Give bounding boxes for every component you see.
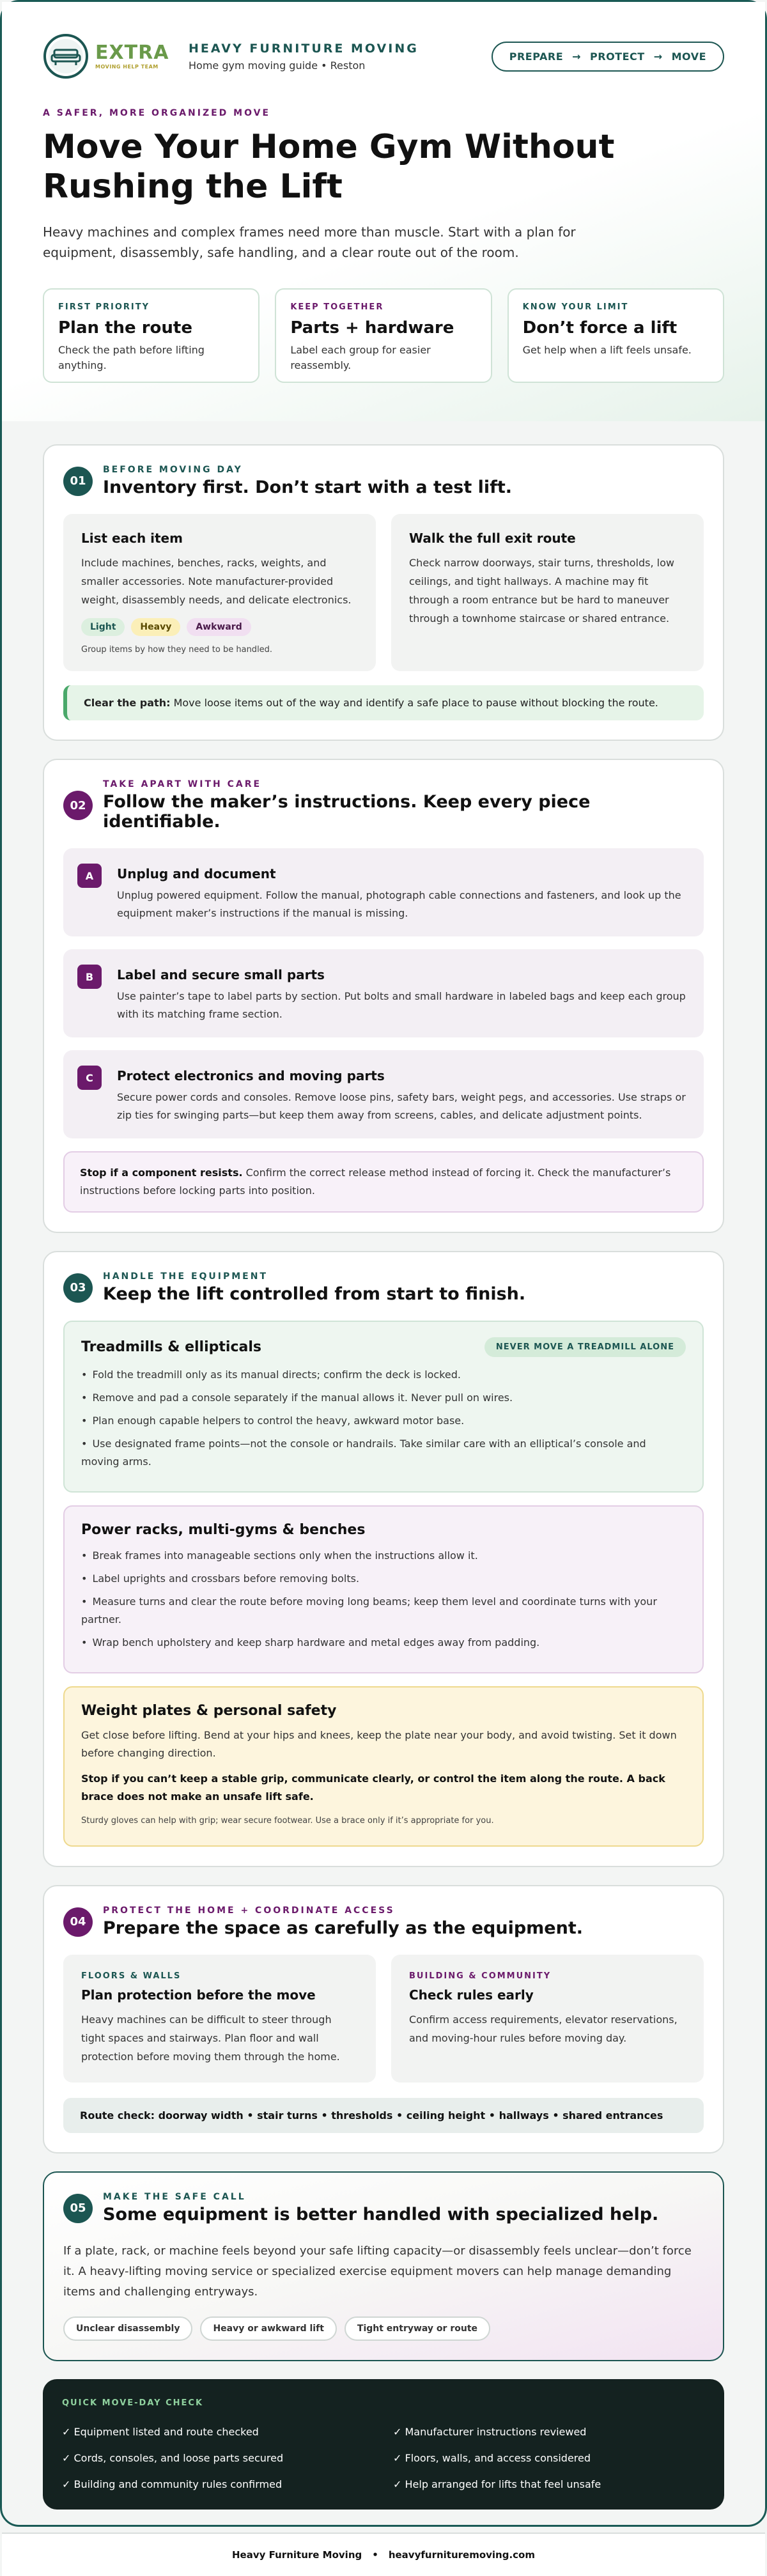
step-number-badge: 04 (63, 1907, 93, 1937)
panel-body: Heavy machines can be difficult to steer through tight spaces and stairways. Plan floor and wall protection before moving them through the home. (81, 2013, 340, 2063)
section-title: Inventory first. Don’t start with a test lift. (103, 477, 513, 497)
section-inventory (43, 444, 724, 741)
racks-list (81, 1547, 686, 1652)
steps-pill (492, 42, 724, 72)
section-handling (43, 1251, 724, 1867)
step-protect: PROTECT (590, 50, 645, 63)
chip-heavy-lift: Heavy or awkward lift (200, 2316, 336, 2341)
floors-walls-panel (63, 1955, 376, 2083)
hero-card-parts (275, 288, 492, 383)
quick-check-eyebrow: QUICK MOVE-DAY CHECK (62, 2398, 204, 2408)
card-desc: Check the path before lifting anything. (58, 344, 205, 371)
step-card-label (63, 949, 704, 1037)
list-item: • Measure turns and clear the route before moving long beams; keep them level and coordinate turns with your partner. (81, 1593, 686, 1629)
card-desc: Get help when a lift feels unsafe. (522, 344, 692, 356)
callout-label: Stop if a component resists. (80, 1167, 243, 1179)
inventory-columns (63, 514, 704, 671)
section-title: Prepare the space as carefully as the equipment. (103, 1918, 583, 1938)
step-body: Use painter’s tape to label parts by section. Put bolts and small hardware in labeled bags and keep each group with its matching frame section. (117, 990, 686, 1020)
card-desc: Label each group for easier reassembly. (290, 344, 431, 371)
building-rules-panel (391, 1955, 704, 2083)
list-item: • Label uprights and crossbars before removing bolts. (81, 1570, 686, 1588)
step-title: Unplug and document (117, 866, 276, 881)
weight-tags (81, 618, 358, 636)
footer-brand: Heavy Furniture Moving (232, 2549, 362, 2561)
checklist-item: ✓ Cords, consoles, and loose parts secured (62, 2452, 284, 2464)
step-prepare: PREPARE (509, 50, 564, 63)
panel-note: Group items by how they need to be handled. (81, 645, 273, 655)
section-title: Some equipment is better handled with specialized help. (103, 2205, 659, 2224)
hero-cards (43, 288, 724, 383)
list-item: • Fold the treadmill only as its manual directs; confirm the deck is locked. (81, 1366, 686, 1384)
hero-card-limit (507, 288, 724, 383)
hero-card-route (43, 288, 260, 383)
brand (43, 33, 419, 79)
panel-header (81, 1337, 686, 1357)
panel-body: Check narrow doorways, stair turns, thresholds, low ceilings, and tight hallways. A machine may fit through a room entrance but be hard to maneuver through a townhome staircase or shared entrance. (409, 557, 674, 625)
section-specialized-help (43, 2171, 724, 2361)
checklist-item: ✓ Floors, walls, and access considered (393, 2452, 591, 2464)
plates-safety-panel (63, 1686, 704, 1847)
list-item: • Plan enough capable helpers to control the heavy, awkward motor base. (81, 1412, 686, 1430)
main-content (2, 421, 765, 2510)
step-title: Protect electronics and moving parts (117, 1068, 385, 1083)
step-letter-badge: B (77, 965, 102, 989)
chip-tight-entry: Tight entryway or route (345, 2316, 490, 2341)
step-move: MOVE (671, 50, 706, 63)
section-body: If a plate, rack, or machine feels beyond your safe lifting capacity—or disassembly feels unclear—don’t force it. A heavy-lifting moving service or specialized exercise equipment movers can help manage demanding items and challenging entryways. (63, 2244, 692, 2299)
section-home-protection (43, 1885, 724, 2153)
section-header (63, 1905, 704, 1938)
section-header (63, 465, 704, 497)
step-number-badge: 02 (63, 791, 93, 820)
section-disassembly (43, 759, 724, 1233)
card-kicker: KNOW YOUR LIMIT (522, 302, 629, 312)
panel-kicker: FLOORS & WALLS (81, 1971, 182, 1981)
panel-body: Get close before lifting. Bend at your hips and knees, keep the plate near your body, and avoid twisting. Set it down before changing direction. (81, 1729, 677, 1759)
section-eyebrow: TAKE APART WITH CARE (103, 779, 262, 789)
page-title: Move Your Home Gym Without Rushing the Lift (43, 128, 615, 206)
arrow-right-icon: → (572, 50, 582, 63)
footer-separator: • (372, 2549, 378, 2561)
checklist-item: ✓ Equipment listed and route checked (62, 2426, 259, 2438)
step-letter-badge: C (77, 1066, 102, 1090)
footer-website-link[interactable]: heavyfurnituremoving.com (388, 2549, 535, 2561)
hero-lede: Heavy machines and complex frames need more than muscle. Start with a plan for equipment, disassembly, safe handling, and a clear route out of the room. (43, 224, 576, 260)
list-item: • Use designated frame points—not the console or handrails. Take similar care with an elliptical’s console and moving arms. (81, 1435, 686, 1471)
tag-awkward: Awkward (187, 618, 251, 636)
logo-word: EXTRA (95, 41, 169, 64)
brand-text (189, 42, 419, 72)
panel-body: Include machines, benches, racks, weights, and smaller accessories. Note manufacturer-provided weight, disassembly needs, and delicate electronics. (81, 557, 352, 606)
step-body: Secure power cords and consoles. Remove loose pins, safety bars, weight pegs, and accessories. Use straps or zip ties for swinging parts—but keep them away from screens, cables, and delicate adjustment points. (117, 1091, 686, 1121)
logo-text (95, 43, 169, 70)
treadmill-list (81, 1366, 686, 1471)
step-body: Unplug powered equipment. Follow the manual, photograph cable connections and fasteners, and look up the equipment maker’s instructions if the manual is missing. (117, 889, 681, 919)
exit-route-panel (391, 514, 704, 671)
card-kicker: KEEP TOGETHER (290, 302, 384, 312)
brand-title: HEAVY FURNITURE MOVING (189, 41, 419, 56)
clear-path-callout (63, 685, 704, 720)
step-card-protect (63, 1050, 704, 1138)
treadmill-panel (63, 1321, 704, 1493)
couch-logo-icon (43, 33, 89, 79)
top-bar (43, 30, 724, 82)
list-item: • Remove and pad a console separately if the manual allows it. Never pull on wires. (81, 1389, 686, 1407)
warning-badge: NEVER MOVE A TREADMILL ALONE (484, 1337, 686, 1357)
panel-title: Plan protection before the move (81, 1987, 316, 2003)
step-card-unplug (63, 848, 704, 936)
route-check-bar: Route check: doorway width • stair turns • thresholds • ceiling height • hallways • shared entrances (63, 2098, 704, 2133)
logo-tagline: MOVING HELP TEAM (95, 63, 159, 70)
checklist-item: ✓ Building and community rules confirmed (62, 2478, 283, 2490)
quick-check-list (62, 2426, 705, 2490)
step-number-badge: 01 (63, 467, 93, 496)
card-kicker: FIRST PRIORITY (58, 302, 150, 312)
brand-subtitle: Home gym moving guide • Reston (189, 59, 366, 72)
panel-title: Power racks, multi-gyms & benches (81, 1522, 366, 1538)
section-eyebrow: BEFORE MOVING DAY (103, 465, 243, 475)
callout-text: Confirm the correct release method instead of forcing it. Check the manufacturer’s instructions before locking parts into position. (80, 1167, 671, 1197)
step-letter-badge: A (77, 864, 102, 888)
tag-light: Light (81, 618, 125, 636)
checklist-item: ✓ Help arranged for lifts that feel unsafe (393, 2478, 601, 2490)
section-header (63, 2192, 704, 2224)
panel-title: Weight plates & personal safety (81, 1703, 337, 1719)
section-eyebrow: PROTECT THE HOME + COORDINATE ACCESS (103, 1905, 395, 1916)
panel-title: Check rules early (409, 1987, 534, 2003)
racks-panel (63, 1505, 704, 1673)
footer (2, 2533, 765, 2576)
section-eyebrow: MAKE THE SAFE CALL (103, 2192, 246, 2202)
card-title: Plan the route (58, 318, 192, 338)
card-title: Don’t force a lift (522, 318, 678, 338)
step-number-badge: 03 (63, 1273, 93, 1303)
panel-title: Treadmills & ellipticals (81, 1339, 261, 1355)
resist-callout (63, 1151, 704, 1213)
panel-kicker: BUILDING & COMMUNITY (409, 1971, 552, 1981)
panel-title: Walk the full exit route (409, 531, 576, 546)
panel-title: List each item (81, 531, 183, 546)
step-title: Label and secure small parts (117, 967, 325, 982)
tag-heavy: Heavy (131, 618, 180, 636)
hero (2, 2, 765, 421)
callout-text: Move loose items out of the way and identify a safe place to pause without blocking the route. (170, 697, 658, 709)
panel-warning: Stop if you can’t keep a stable grip, communicate clearly, or control the item along the route. A back brace does not make an unsafe lift safe. (81, 1773, 665, 1803)
section-title: Keep the lift controlled from start to finish. (103, 1284, 526, 1304)
section-header (63, 1271, 704, 1304)
section-header (63, 779, 704, 832)
panel-body: Confirm access requirements, elevator reservations, and moving-hour rules before moving day. (409, 2013, 678, 2044)
card-title: Parts + hardware (290, 318, 454, 338)
hero-eyebrow: A SAFER, MORE ORGANIZED MOVE (43, 108, 271, 118)
chip-unclear-disassembly: Unclear disassembly (63, 2316, 192, 2341)
help-chips (63, 2316, 704, 2341)
quick-check-panel (43, 2379, 724, 2510)
step-number-badge: 05 (63, 2194, 93, 2223)
list-items-panel (63, 514, 376, 671)
list-item: • Wrap bench upholstery and keep sharp hardware and metal edges away from padding. (81, 1634, 686, 1652)
logo[interactable] (43, 33, 171, 79)
section-eyebrow: HANDLE THE EQUIPMENT (103, 1271, 268, 1282)
panel-fineprint: Sturdy gloves can help with grip; wear secure footwear. Use a brace only if it’s appropriate for you. (81, 1816, 494, 1826)
checklist-item: ✓ Manufacturer instructions reviewed (393, 2426, 587, 2438)
callout-label: Clear the path: (84, 697, 171, 709)
section-title: Follow the maker’s instructions. Keep every piece identifiable. (103, 792, 591, 832)
arrow-right-icon: → (653, 50, 663, 63)
list-item: • Break frames into manageable sections only when the instructions allow it. (81, 1547, 686, 1565)
protection-columns (63, 1955, 704, 2083)
